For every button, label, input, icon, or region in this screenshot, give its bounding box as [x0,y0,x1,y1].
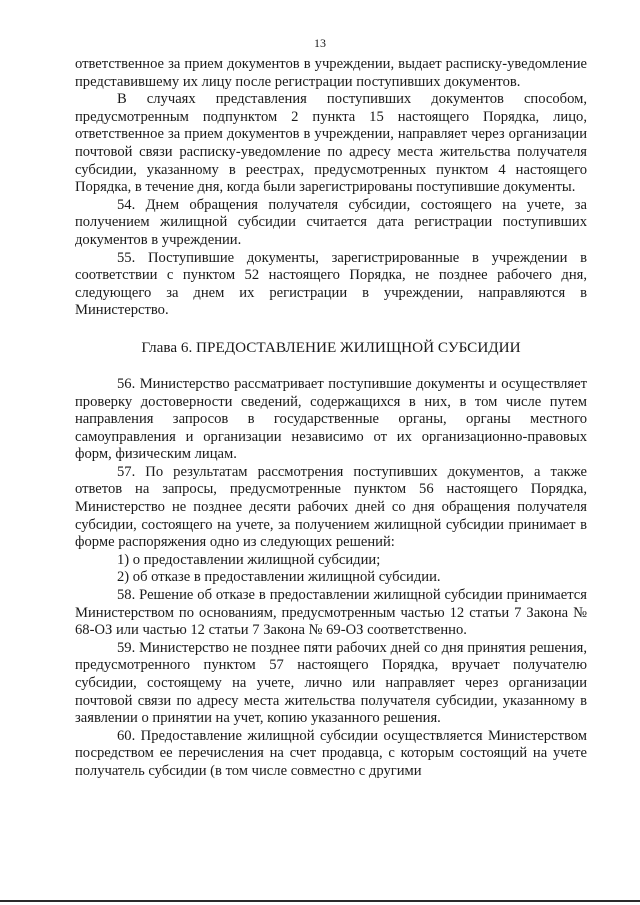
paragraph: В случаях представления поступивших документов способом, предусмотренным подпунктом 2 пункта 15 настоящего Порядка, лицо, ответственное за прием документов в учреждении, направляет через организации почтовой связи расписку-уведомление по адресу места жительства получателя субсидии, указанному в реестрах, предусмотренных пунктом 4 настоящего Порядка, в течение дня, когда были зарегистрированы поступившие документы. [75,91,587,196]
page-number: 13 [314,36,326,50]
paragraph-item-54: 54. Днем обращения получателя субсидии, состоящего на учете, за получением жилищной субсидии считается дата регистрации поступивших документов в учреждении. [75,196,587,248]
document-body [75,56,587,781]
chapter-heading: Глава 6. ПРЕДОСТАВЛЕНИЕ ЖИЛИЩНОЙ СУБСИДИИ [141,338,521,356]
paragraph-item-56: 56. Министерство рассматривает поступившие документы и осуществляет проверку достоверности сведений, содержащихся в них, в том числе путем направления запросов в государственные органы, органы местного самоуправления и организации независимо от их организационно-правовых форм, физическим лицам. [75,375,587,463]
scan-bottom-edge [0,900,640,902]
paragraph-item-55: 55. Поступившие документы, зарегистрированные в учреждении в соответствии с пунктом 52 настоящего Порядка, не позднее рабочего дня, следующего за днем их регистрации в учреждении, направляются в Министерство. [75,249,587,319]
paragraph-item-59: 59. Министерство не позднее пяти рабочих дней со дня принятия решения, предусмотренного пунктом 57 настоящего Порядка, вручает получателю субсидии, состоящему на учете, лично или направляет через организации почтовой связи по адресу места жительства получателя субсидии, указанному в заявлении о принятии на учет, копию указанного решения. [75,639,587,727]
paragraph-item-60: 60. Предоставление жилищной субсидии осуществляется Министерством посредством ее перечисления на счет продавца, с которым состоящий на учете получатель субсидии (в том числе совместно с другими [75,727,587,779]
list-item-decision-1: 1) о предоставлении жилищной субсидии; [117,551,381,568]
paragraph-item-57: 57. По результатам рассмотрения поступивших документов, а также ответов на запросы, предусмотренные пунктом 56 настоящего Порядка, Министерство не позднее десяти рабочих дней со дня обращения получателя субсидии, состоящего на учете, за получением жилищной субсидии принимает в форме распоряжения одно из следующих решений: [75,463,587,551]
paragraph-item-58: 58. Решение об отказе в предоставлении жилищной субсидии принимается Министерством по основаниям, предусмотренным частью 12 статьи 7 Закона № 68-ОЗ или частью 12 статьи 7 Закона № 69-ОЗ соответственно. [75,587,587,639]
paragraph: ответственное за прием документов в учреждении, выдает расписку-уведомление представившему их лицу после регистрации поступивших документов. [75,56,587,90]
list-item-decision-2: 2) об отказе в предоставлении жилищной субсидии. [117,569,441,586]
